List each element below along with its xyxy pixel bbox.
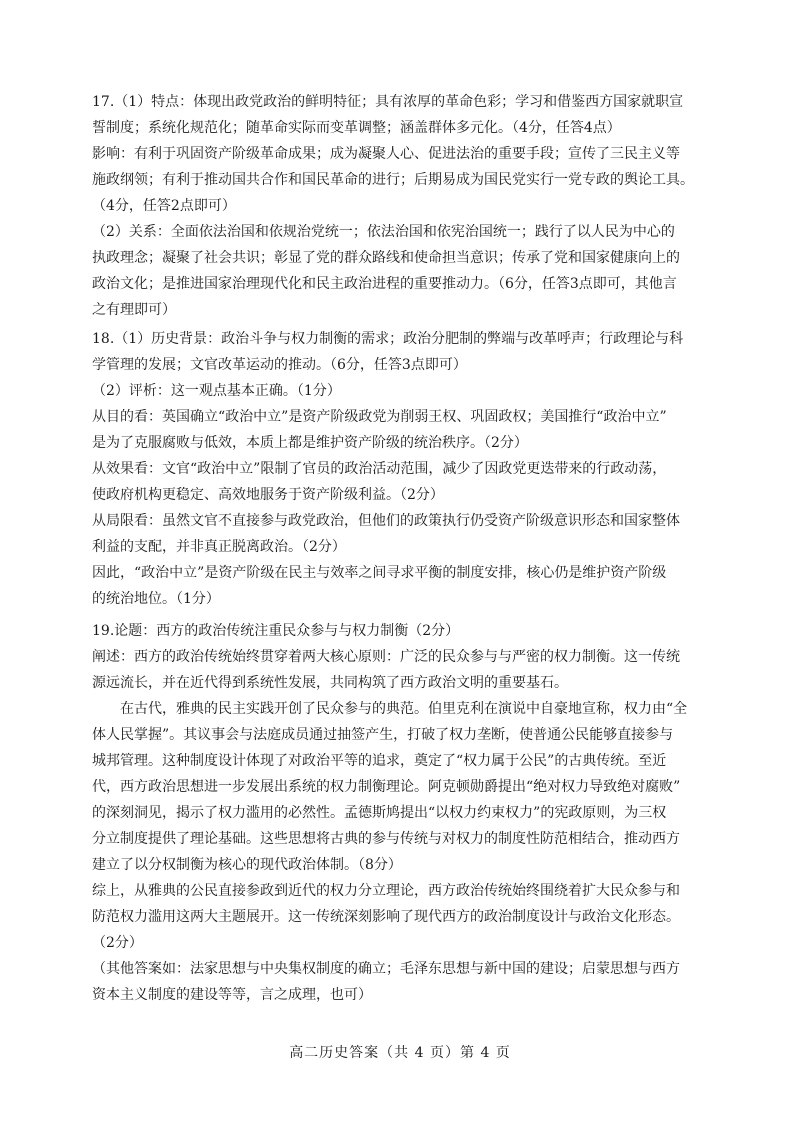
text-line: 资本主义制度的建设等等，言之成理，也可） (92, 987, 372, 1003)
text-line: 学管理的发展；文官改革运动的推动。（6分，任答3点即可） (92, 357, 467, 373)
text-line: 建立了以分权制衡为核心的现代政治体制。（8分） (92, 857, 402, 873)
text-line: 影响：有利于巩固资产阶级革命成果；成为凝聚人心、促进法治的重要手段；宣传了三民主义等 (92, 146, 680, 162)
text-line: 源远流长，并在近代得到系统性发展，共同构筑了西方政治文明的重要基石。 (92, 675, 568, 691)
text-line: 在古代，雅典的民主实践开创了民众参与的典范。伯里克利在演说中自豪地宣称，权力由“全 (120, 701, 688, 717)
text-line: 的深刻洞见，揭示了权力滥用的必然性。孟德斯鸠提出“以权力约束权力”的宪政原则，为三权 (92, 805, 667, 821)
text-line: 从目的看：英国确立“政治中立”是资产阶级政党为削弱王权、巩固政权；美国推行“政治中立” (92, 409, 667, 425)
text-line: 从局限看：虽然文官不直接参与政党政治，但他们的政策执行仍受资产阶级意识形态和国家整体 (92, 513, 680, 529)
text-line: （4分，任答2点即可） (92, 198, 236, 214)
text-line: 城邦管理。这种制度设计体现了对政治平等的追求，奠定了“权力属于公民”的古典传统。至近 (92, 753, 667, 769)
question-19-answer (92, 618, 732, 1008)
text-line: 政治文化；是推进国家治理现代化和民主政治进程的重要推动力。（6分，任答3点即可，其他言 (92, 276, 677, 292)
text-line: （2）评析：这一观点基本正确。（1分） (92, 383, 341, 399)
text-line: 分立制度提供了理论基础。这些思想将古典的参与传统与对权力的制度性防范相结合，推动西方 (92, 831, 680, 847)
text-line: 因此，“政治中立”是资产阶级在民主与效率之间寻求平衡的制度安排，核心仍是维护资产阶级 (92, 565, 667, 581)
text-line: （其他答案如：法家思想与中央集权制度的确立；毛泽东思想与新中国的建设；启蒙思想与西方 (92, 961, 680, 977)
text-line: 誓制度；系统化规范化；随革命实际而变革调整；涵盖群体多元化。（4分，任答4点） (92, 120, 621, 136)
text-line: （2）关系：全面依法治国和依规治党统一；依法治国和依宪治国统一；践行了以人民为中心的 (92, 224, 675, 240)
text-line: 17.（1）特点：体现出政党政治的鲜明特征；具有浓厚的革命色彩；学习和借鉴西方国家就职宣 (92, 94, 684, 110)
page-footer: 高二历史答案（共 4 页）第 4 页 (289, 1045, 511, 1061)
text-line: 综上，从雅典的公民直接参政到近代的权力分立理论，西方政治传统始终围绕着扩大民众参与和 (92, 883, 680, 899)
text-line: 使政府机构更稳定、高效地服务于资产阶级利益。（2分） (92, 487, 444, 503)
text-line: 是为了克服腐败与低效，本质上都是维护资产阶级的统治秩序。（2分） (92, 435, 528, 451)
text-line: 防范权力滥用这两大主题展开。这一传统深刻影响了现代西方的政治制度设计与政治文化形态。 (92, 909, 680, 925)
text-line: （2分） (92, 935, 143, 951)
question-18-answer (92, 326, 732, 612)
text-line: 施政纲领；有利于推动国共合作和国民革命的进行；后期易成为国民党实行一党专政的舆论工具。 (92, 172, 694, 188)
text-line: 18.（1）历史背景：政治斗争与权力制衡的需求；政治分肥制的弊端与改革呼声；行政理论与科 (92, 331, 684, 347)
question-17-answer (92, 89, 732, 323)
text-line: 之有理即可） (92, 302, 176, 318)
text-line: 体人民掌握”。其议事会与法庭成员通过抽签产生，打破了权力垄断，使普通公民能够直接参与 (92, 727, 674, 743)
text-line: 利益的支配，并非真正脱离政治。（2分） (92, 539, 346, 555)
text-line: 从效果看：文官“政治中立”限制了官员的政治活动范围，减少了因政党更迭带来的行政动荡， (92, 461, 667, 477)
text-line: 代，西方政治思想进一步发展出系统的权力制衡理论。阿克顿勋爵提出“绝对权力导致绝对腐败” (92, 779, 681, 795)
text-line: 阐述：西方的政治传统始终贯穿着两大核心原则：广泛的民众参与与严密的权力制衡。这一传统 (92, 649, 680, 665)
text-line: 19.论题：西方的政治传统注重民众参与与权力制衡（2分） (92, 623, 460, 639)
text-line: 的统治地位。（1分） (92, 591, 220, 607)
text-line: 执政理念；凝聚了社会共识；彰显了党的群众路线和使命担当意识；传承了党和国家健康向上的 (92, 250, 680, 266)
